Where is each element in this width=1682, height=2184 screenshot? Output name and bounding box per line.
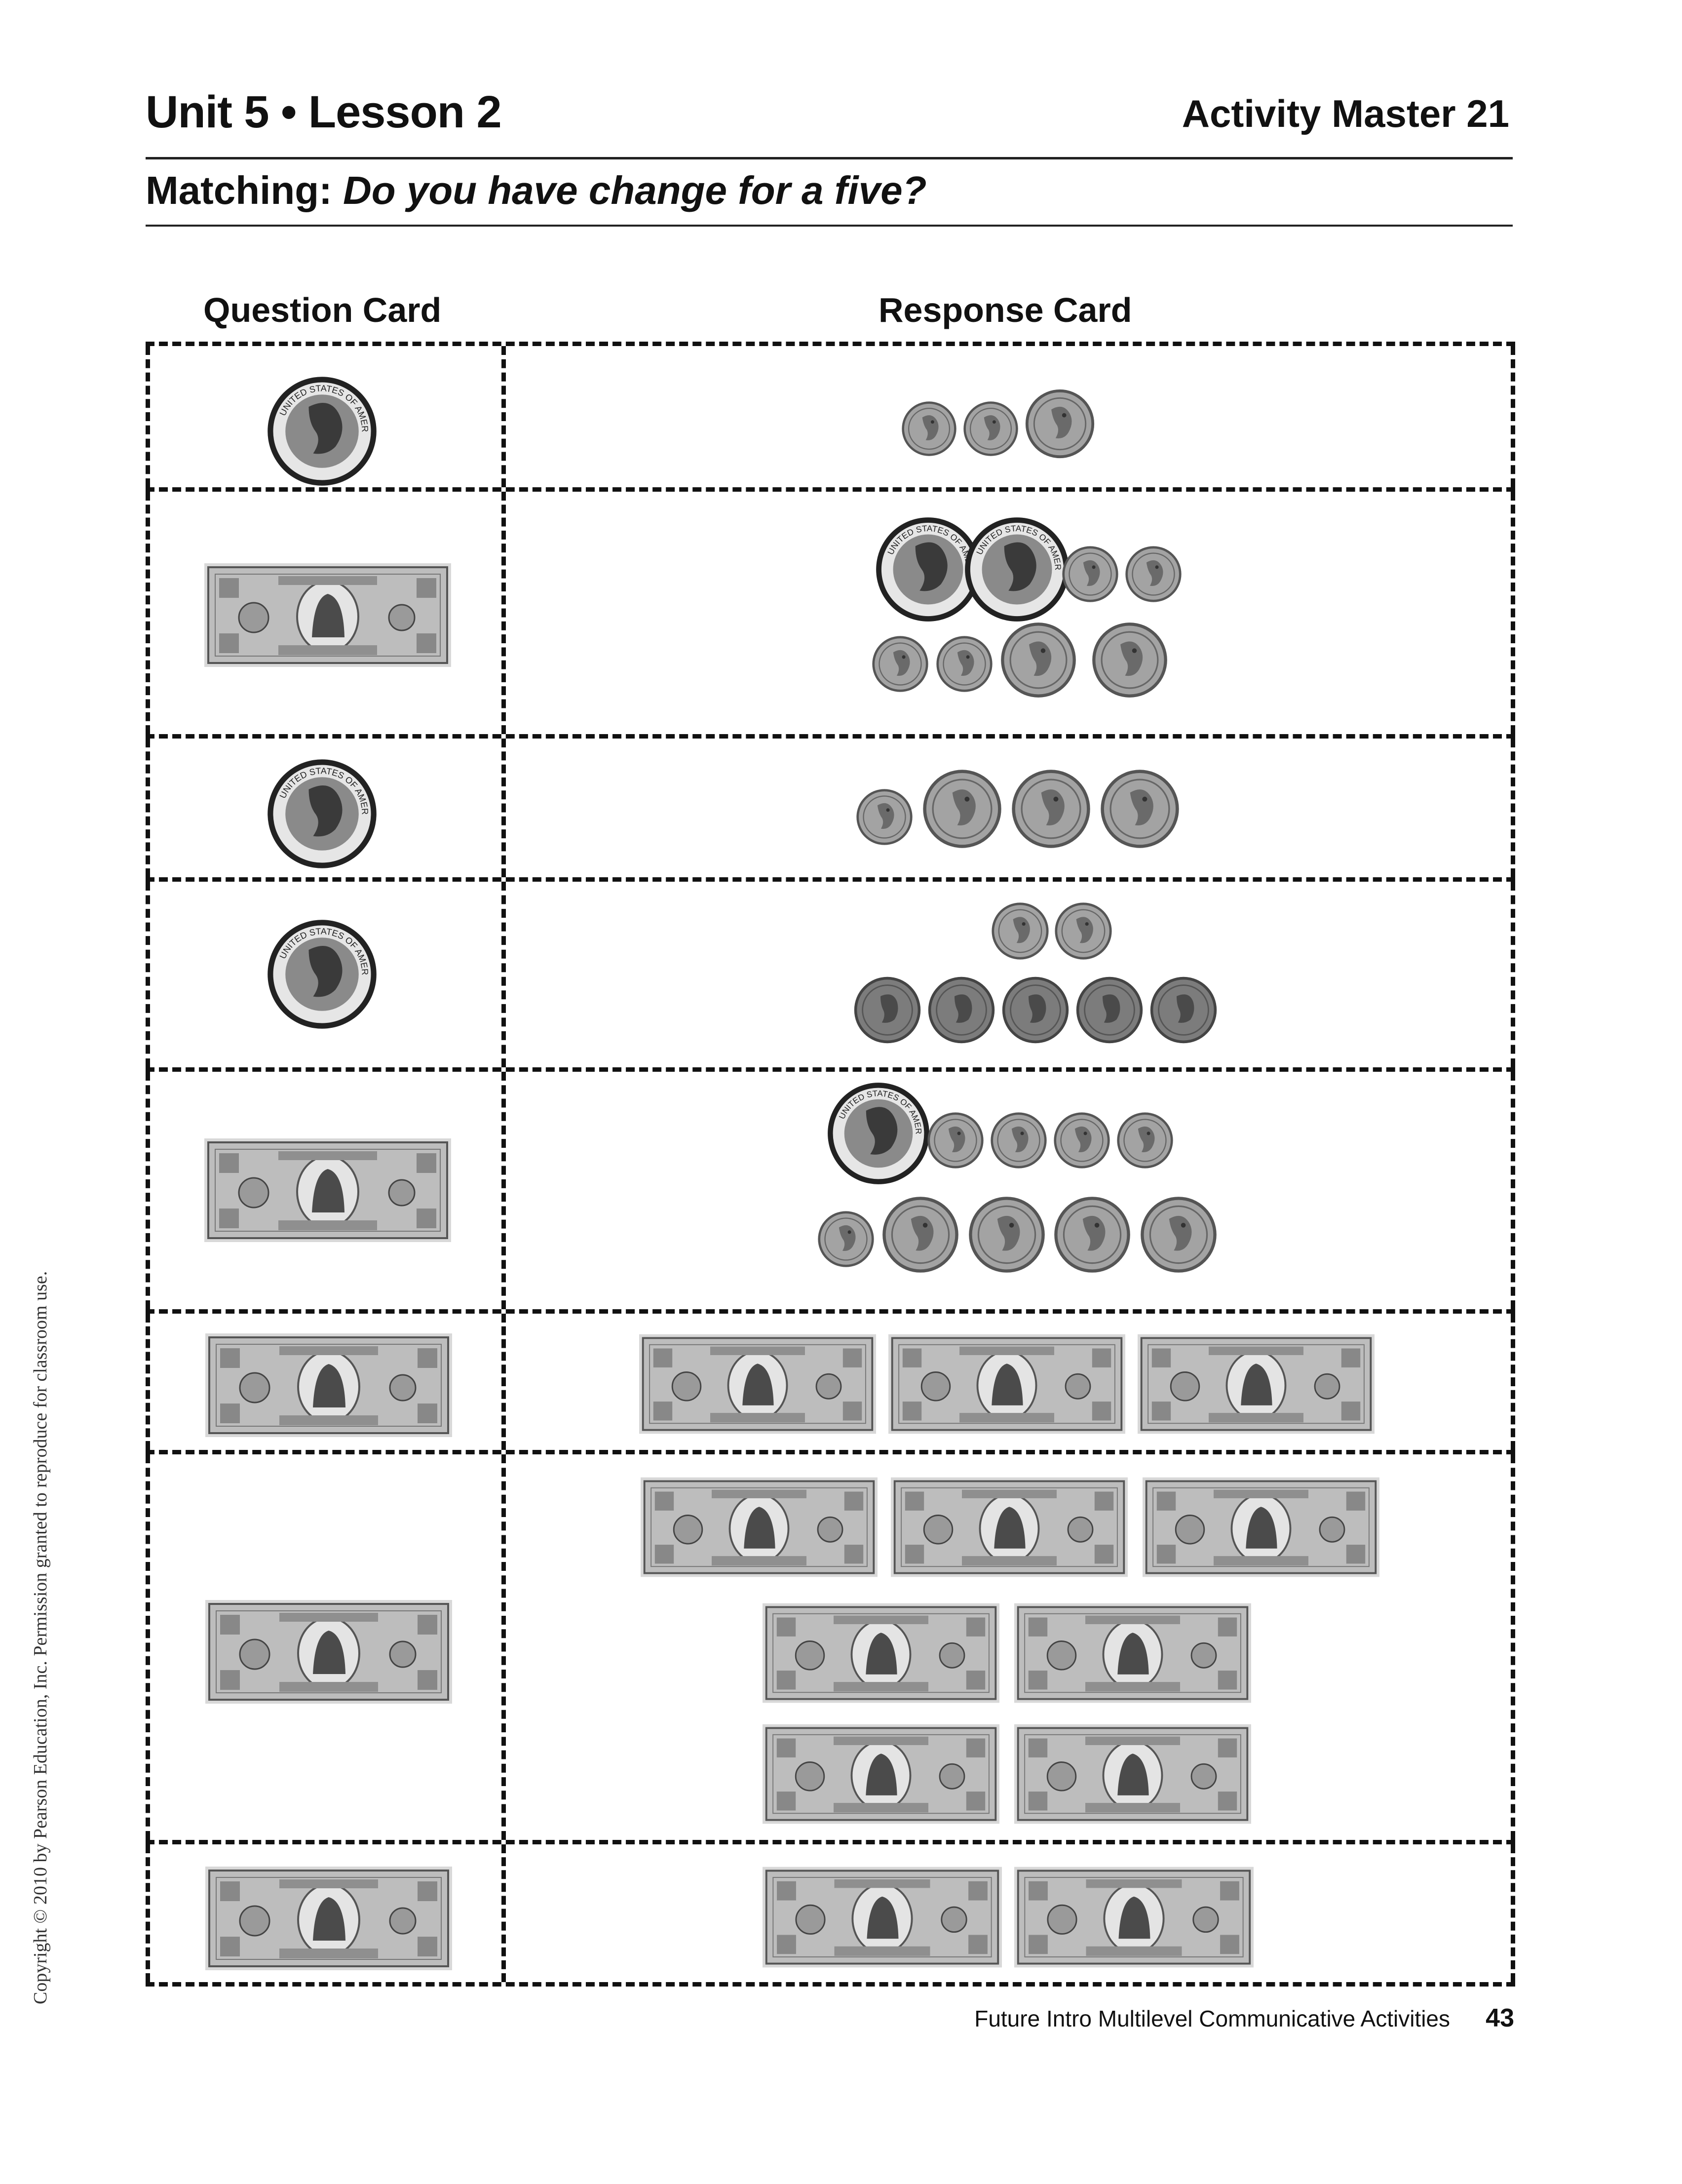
nickel-coin-icon — [1099, 768, 1181, 850]
response-card[interactable] — [506, 739, 1515, 877]
dime-coin-icon — [817, 1210, 875, 1268]
nickel-coin-icon — [967, 1195, 1046, 1274]
one-dollar-bill-icon — [204, 1138, 451, 1242]
nickel-coin-icon — [921, 768, 1003, 850]
response-card[interactable] — [506, 1454, 1515, 1840]
response-card[interactable] — [506, 882, 1515, 1067]
response-card[interactable] — [506, 492, 1515, 734]
nickel-coin-icon — [1010, 768, 1092, 850]
header-rule — [146, 157, 1513, 159]
response-card[interactable] — [506, 346, 1515, 487]
title-rule — [146, 225, 1513, 227]
quarter-coin-icon — [267, 758, 378, 869]
unit-lesson-title: Unit 5 • Lesson 2 — [146, 87, 501, 137]
question-card[interactable] — [146, 739, 506, 877]
quarter-coin-icon — [267, 376, 378, 487]
matching-question: Do you have change for a five? — [343, 168, 927, 212]
matching-title — [146, 168, 926, 213]
one-dollar-bill-icon — [891, 1477, 1128, 1578]
five-dollar-bill-icon — [763, 1723, 999, 1825]
penny-coin-icon — [853, 975, 922, 1045]
one-dollar-bill-icon — [1014, 1602, 1251, 1704]
dime-coin-icon — [1116, 1111, 1174, 1170]
quarter-coin-icon — [827, 1082, 930, 1185]
twenty-dollar-bill-icon — [205, 1600, 452, 1704]
nickel-coin-icon — [1053, 1195, 1132, 1274]
dime-coin-icon — [1053, 1111, 1111, 1170]
dime-coin-icon — [1061, 545, 1119, 603]
five-dollar-bill-icon — [639, 1333, 876, 1435]
page-number: 43 — [1486, 2004, 1514, 2032]
response-card[interactable] — [506, 1072, 1515, 1309]
dime-coin-icon — [990, 1111, 1048, 1170]
question-card[interactable] — [146, 1072, 506, 1309]
quarter-coin-icon — [964, 516, 1070, 623]
one-dollar-bill-icon — [204, 563, 451, 667]
card-row — [146, 1067, 1515, 1309]
question-card[interactable] — [146, 1454, 506, 1840]
response-card-heading: Response Card — [879, 291, 1132, 329]
question-card[interactable] — [146, 1314, 506, 1450]
twenty-dollar-bill-icon — [205, 1333, 452, 1437]
dime-coin-icon — [926, 1111, 985, 1170]
card-row — [146, 1450, 1515, 1840]
five-dollar-bill-icon — [888, 1333, 1125, 1435]
five-dollar-bill-icon — [1014, 1867, 1254, 1968]
penny-coin-icon — [927, 975, 996, 1045]
question-card[interactable] — [146, 1844, 506, 1982]
penny-coin-icon — [1075, 975, 1144, 1045]
response-card[interactable] — [506, 1314, 1515, 1450]
nickel-coin-icon — [881, 1195, 960, 1274]
penny-coin-icon — [1001, 975, 1070, 1045]
dime-coin-icon — [901, 400, 957, 457]
dime-coin-icon — [1054, 901, 1113, 961]
dime-coin-icon — [935, 635, 994, 693]
ten-dollar-bill-icon — [1014, 1723, 1251, 1825]
copyright-notice: Copyright © 2010 by Pearson Education, Inc. Permission granted to reproduce for classroom use. — [30, 1271, 51, 2004]
dime-coin-icon — [962, 400, 1019, 457]
card-row — [146, 1840, 1515, 1987]
one-dollar-bill-icon — [641, 1477, 878, 1578]
book-title-footer: Future Intro Multilevel Communicative Activities — [974, 2006, 1450, 2031]
penny-coin-icon — [1149, 975, 1218, 1045]
nickel-coin-icon — [1139, 1195, 1218, 1274]
dime-coin-icon — [1124, 545, 1183, 603]
card-row — [146, 734, 1515, 877]
question-card[interactable] — [146, 882, 506, 1067]
nickel-coin-icon — [1091, 621, 1169, 699]
activity-master-label: Activity Master 21 — [1182, 92, 1509, 135]
dime-coin-icon — [991, 901, 1050, 961]
dime-coin-icon — [871, 635, 929, 693]
one-dollar-bill-icon — [763, 1602, 999, 1704]
dime-coin-icon — [855, 788, 914, 846]
card-row — [146, 487, 1515, 734]
question-card-heading: Question Card — [203, 291, 442, 329]
ten-dollar-bill-icon — [1138, 1333, 1375, 1435]
quarter-coin-icon — [267, 919, 378, 1030]
five-dollar-bill-icon — [763, 1867, 1002, 1968]
question-card[interactable] — [146, 492, 506, 734]
nickel-coin-icon — [1024, 388, 1096, 460]
one-dollar-bill-icon — [1143, 1477, 1379, 1578]
question-card[interactable] — [146, 346, 506, 487]
matching-label: Matching: — [146, 168, 332, 212]
matching-card-grid — [146, 342, 1515, 1987]
card-row — [146, 1309, 1515, 1450]
response-card[interactable] — [506, 1844, 1515, 1982]
ten-dollar-bill-icon — [205, 1867, 452, 1970]
nickel-coin-icon — [999, 621, 1077, 699]
card-row — [146, 342, 1515, 487]
card-row — [146, 877, 1515, 1067]
